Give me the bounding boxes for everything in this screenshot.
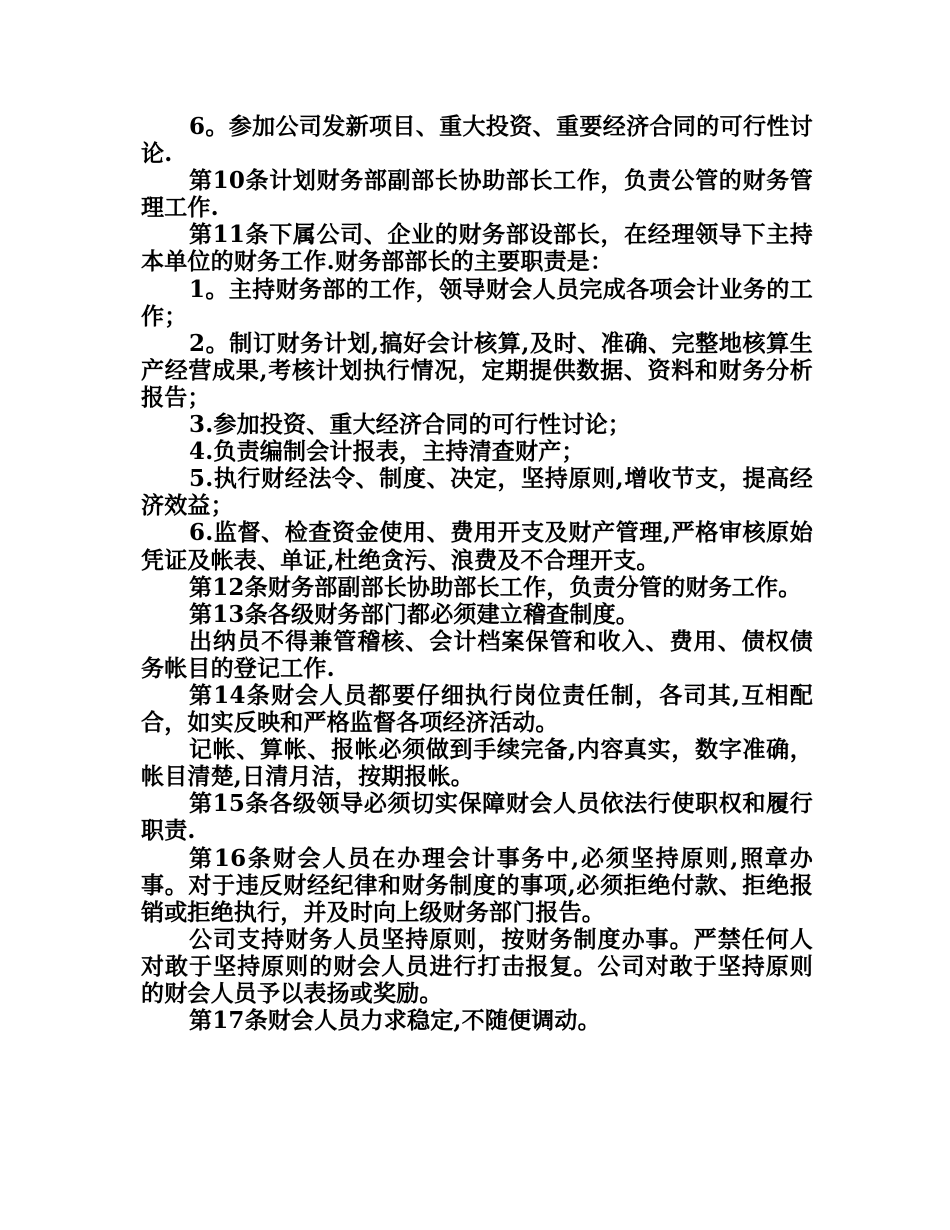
paragraph-6: 3.参加投资、重大经济合同的可行性讨论； [189,411,632,439]
paragraph-7: 4.负责编制会计报表，主持清查财产； [189,438,585,466]
paragraph-13: 第14条财会人员都要仔细执行岗位责任制，各司其,互相配合，如实反映和严格监督各项经济活动。 [141,681,813,737]
paragraph-1: 6。参加公司发新项目、重大投资、重要经济合同的可行性讨论. [141,113,813,168]
paragraph-4: 1。主持财务部的工作，领导财会人员完成各项会计业务的工作； [141,275,813,330]
paragraph-5: 2。制订财务计划,搞好会计核算,及时、准确、完整地核算生产经营成果,考核计划执行情况，定期提供数据、资料和财务分析报告； [141,329,813,411]
paragraph-18: 第17条财会人员力求稳定,不随便调动。 [189,1007,601,1035]
paragraph-3: 第11条下属公司、企业的财务部设部长，在经理领导下主持本单位的财务工作.财务部部长的主要职责是： [141,221,813,276]
paragraph-15: 第15条各级领导必须切实保障财会人员依法行使职权和履行职责. [141,790,813,845]
paragraph-14: 记帐、算帐、报帐必须做到手续完备,内容真实，数字准确，帐目清楚,日清月洁，按期报帐。 [141,736,813,791]
paragraph-11: 第13条各级财务部门都必须建立稽查制度。 [189,600,640,628]
paragraph-10: 第12条财务部副部长协助部长工作，负责分管的财务工作。 [189,573,802,601]
document-body [141,113,813,1034]
paragraph-17: 公司支持财务人员坚持原则，按财务制度办事。严禁任何人对敢于坚持原则的财会人员进行打击报复。公司对敢于坚持原则的财会人员予以表扬或奖励。 [141,925,813,1007]
paragraph-9: 6.监督、检查资金使用、费用开支及财产管理,严格审核原始凭证及帐表、单证,杜绝贪污、浪费及不合理开支。 [141,519,813,574]
paragraph-2: 第10条计划财务部副部长协助部长工作，负责公管的财务管理工作. [141,167,813,222]
paragraph-16: 第16条财会人员在办理会计事务中,必须坚持原则,照章办事。对于违反财经纪律和财务制度的事项,必须拒绝付款、拒绝报销或拒绝执行，并及时向上级财务部门报告。 [141,844,813,926]
paragraph-8: 5.执行财经法令、制度、决定，坚持原则,增收节支，提高经济效益； [141,465,813,520]
paragraph-12: 出纳员不得兼管稽核、会计档案保管和收入、费用、债权债务帐目的登记工作. [141,627,813,682]
